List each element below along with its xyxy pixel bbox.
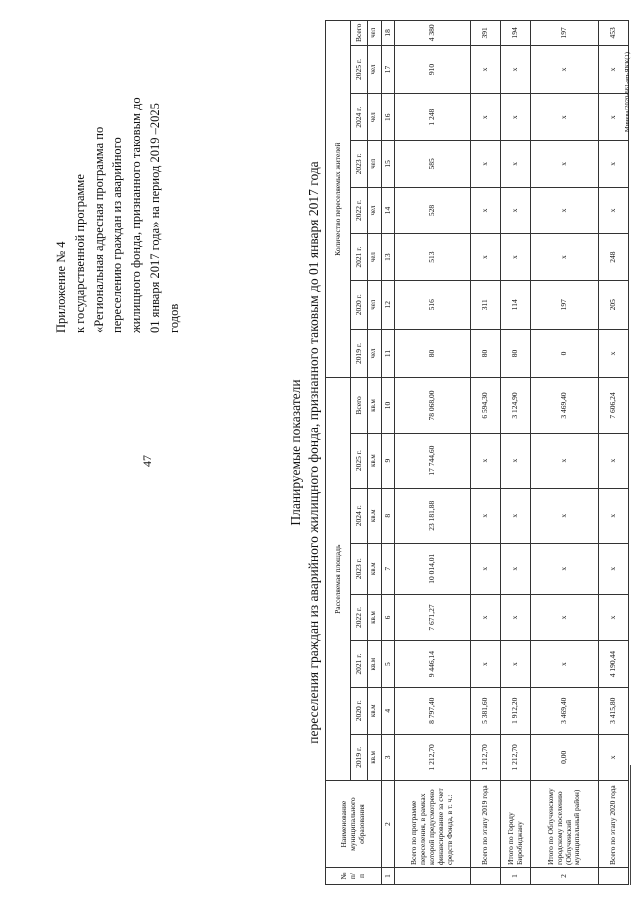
area-unit: кв.м <box>368 433 382 488</box>
table-row <box>501 21 531 885</box>
area-value: x <box>531 594 599 641</box>
res-total: 391 <box>471 21 501 46</box>
header-res-year: 2021 г. <box>351 234 368 281</box>
res-value: x <box>599 45 629 94</box>
area-value: x <box>471 433 501 488</box>
res-value: x <box>501 45 531 94</box>
area-total: 3 469,40 <box>531 378 599 433</box>
res-value: x <box>501 141 531 188</box>
header-number: № п/ п <box>326 868 382 885</box>
area-value: 1 212,70 <box>501 734 531 781</box>
res-value: x <box>471 94 501 141</box>
appendix-line: годов <box>166 303 181 333</box>
row-number: 1 <box>501 868 531 885</box>
res-value: 513 <box>395 234 471 281</box>
res-value: 80 <box>501 329 531 378</box>
column-number: 7 <box>382 543 395 594</box>
column-number: 16 <box>382 94 395 141</box>
area-value: x <box>531 433 599 488</box>
area-value: x <box>471 594 501 641</box>
column-number: 13 <box>382 234 395 281</box>
column-number: 15 <box>382 141 395 188</box>
res-value: 585 <box>395 141 471 188</box>
row-name: Итого по Облученскому городскому поселению (Облученский муниципальный район) <box>531 781 599 868</box>
header-units-row <box>368 21 382 885</box>
row-name: Итого по Городу Биробиджану <box>501 781 531 868</box>
column-number: 1 <box>382 868 395 885</box>
res-unit: чел <box>368 329 382 378</box>
res-value: x <box>471 141 501 188</box>
area-value: 17 744,60 <box>395 433 471 488</box>
area-value: x <box>501 543 531 594</box>
header-res-year: 2025 г. <box>351 45 368 94</box>
rotated-page <box>20 20 631 885</box>
area-value: 0,00 <box>531 734 599 781</box>
res-value: x <box>599 187 629 234</box>
column-number: 9 <box>382 433 395 488</box>
res-total: 453 <box>599 21 629 46</box>
header-area-year: 2020 г. <box>351 687 368 734</box>
row-number <box>599 868 629 885</box>
res-value: x <box>599 141 629 188</box>
header-res-year: 2020 г. <box>351 280 368 329</box>
res-value: x <box>531 141 599 188</box>
footnote-divider <box>630 765 631 885</box>
res-value: 80 <box>471 329 501 378</box>
res-value: x <box>501 187 531 234</box>
column-number: 5 <box>382 641 395 688</box>
area-unit: кв.м <box>368 734 382 781</box>
area-unit: кв.м <box>368 543 382 594</box>
appendix-line: 01 января 2017 года» на период 2019 –2025 <box>147 103 162 333</box>
res-total: 197 <box>531 21 599 46</box>
res-value: x <box>599 329 629 378</box>
appendix-block <box>52 33 183 333</box>
header-area-group: Расселяемая площадь <box>326 378 351 781</box>
area-unit: кв.м <box>368 594 382 641</box>
area-unit: кв.м <box>368 378 382 433</box>
area-value: 7 671,27 <box>395 594 471 641</box>
area-value: x <box>501 594 531 641</box>
header-area-year: 2023 г. <box>351 543 368 594</box>
area-unit: кв.м <box>368 488 382 543</box>
area-value: 1 212,70 <box>395 734 471 781</box>
area-total: 78 068,00 <box>395 378 471 433</box>
area-value: x <box>599 734 629 781</box>
area-total: 6 594,30 <box>471 378 501 433</box>
area-value: 8 797,40 <box>395 687 471 734</box>
res-total: 194 <box>501 21 531 46</box>
res-value: 910 <box>395 45 471 94</box>
row-name: Всего по этапу 2019 года <box>471 781 501 868</box>
header-area-year: 2019 г. <box>351 734 368 781</box>
column-number: 18 <box>382 21 395 46</box>
row-name: Всего по программе переселения, в рамках которой предусмотрено финансирование за счет средств Фонда, в т. ч.: <box>395 781 471 868</box>
area-value: x <box>531 641 599 688</box>
res-value: 114 <box>501 280 531 329</box>
area-value: x <box>531 488 599 543</box>
res-value: 248 <box>599 234 629 281</box>
area-value: x <box>501 488 531 543</box>
appendix-line: к государственной программе <box>72 174 87 333</box>
header-row <box>326 21 351 885</box>
column-number: 2 <box>382 781 395 868</box>
res-value: x <box>531 94 599 141</box>
area-value: x <box>531 543 599 594</box>
header-area-year: 2021 г. <box>351 641 368 688</box>
res-value: 197 <box>531 280 599 329</box>
area-unit: кв.м <box>368 641 382 688</box>
column-number-row <box>382 21 395 885</box>
column-number: 10 <box>382 378 395 433</box>
res-value: 1 248 <box>395 94 471 141</box>
header-area-year: 2022 г. <box>351 594 368 641</box>
area-unit: кв.м <box>368 687 382 734</box>
area-value: x <box>471 641 501 688</box>
area-value: x <box>501 641 531 688</box>
column-number: 3 <box>382 734 395 781</box>
area-total: 7 606,24 <box>599 378 629 433</box>
column-number: 14 <box>382 187 395 234</box>
res-value: 205 <box>599 280 629 329</box>
appendix-line: переселению граждан из аварийного <box>110 137 125 333</box>
res-value: 311 <box>471 280 501 329</box>
table-row <box>395 21 471 885</box>
res-unit: чел <box>368 187 382 234</box>
res-value: x <box>501 94 531 141</box>
area-value: x <box>471 488 501 543</box>
area-value: 23 181,88 <box>395 488 471 543</box>
res-value: x <box>471 45 501 94</box>
res-value: x <box>471 187 501 234</box>
area-value: 1 212,70 <box>471 734 501 781</box>
res-value: 528 <box>395 187 471 234</box>
row-number: 2 <box>531 868 599 885</box>
appendix-line: жилищного фонда, признанного таковым до <box>129 97 143 333</box>
area-value: 9 446,14 <box>395 641 471 688</box>
row-number <box>395 868 471 885</box>
header-res-year: 2024 г. <box>351 94 368 141</box>
res-value: x <box>531 187 599 234</box>
indicators-table <box>325 20 629 885</box>
res-value: x <box>599 94 629 141</box>
document-subtitle: переселения граждан из аварийного жилищного фонда, признанного таковым до 01 января 2017 года <box>306 161 321 744</box>
header-res-year: 2022 г. <box>351 187 368 234</box>
res-unit: чел <box>368 280 382 329</box>
res-unit: чел <box>368 141 382 188</box>
header-years-row <box>351 21 368 885</box>
res-value: 516 <box>395 280 471 329</box>
area-value: x <box>599 488 629 543</box>
header-res-year: 2019 г. <box>351 329 368 378</box>
res-unit: чел <box>368 94 382 141</box>
header-area-year: 2024 г. <box>351 488 368 543</box>
area-value: 1 912,20 <box>501 687 531 734</box>
res-total: 4 380 <box>395 21 471 46</box>
area-value: 10 014,01 <box>395 543 471 594</box>
res-value: x <box>531 45 599 94</box>
area-value: 3 415,80 <box>599 687 629 734</box>
area-value: x <box>501 433 531 488</box>
column-number: 6 <box>382 594 395 641</box>
area-total: 3 124,90 <box>501 378 531 433</box>
column-number: 17 <box>382 45 395 94</box>
table-row <box>531 21 599 885</box>
area-value: 5 381,60 <box>471 687 501 734</box>
area-value: x <box>471 543 501 594</box>
res-value: 0 <box>531 329 599 378</box>
header-area-total: Всего <box>351 378 368 433</box>
table-row <box>471 21 501 885</box>
column-number: 4 <box>382 687 395 734</box>
res-unit: чел <box>368 45 382 94</box>
area-value: x <box>599 594 629 641</box>
appendix-line: «Региональная адресная программа по <box>91 126 106 333</box>
column-number: 12 <box>382 280 395 329</box>
document-code: Минева/2020-661-нп-ЯКК(1) <box>624 52 631 133</box>
res-unit: чел <box>368 21 382 46</box>
table-row <box>599 21 629 885</box>
res-value: x <box>501 234 531 281</box>
header-res-total: Всего <box>351 21 368 46</box>
header-area-year: 2025 г. <box>351 433 368 488</box>
column-number: 8 <box>382 488 395 543</box>
area-value: 3 469,40 <box>531 687 599 734</box>
area-value: 4 190,44 <box>599 641 629 688</box>
header-res-year: 2023 г. <box>351 141 368 188</box>
res-value: 80 <box>395 329 471 378</box>
res-value: x <box>531 234 599 281</box>
res-value: x <box>471 234 501 281</box>
header-residents-group: Количество переселяемых жителей <box>326 21 351 378</box>
area-value: x <box>599 543 629 594</box>
area-value: x <box>599 433 629 488</box>
res-unit: чел <box>368 234 382 281</box>
appendix-line: Приложение № 4 <box>54 241 68 333</box>
document-title: Планируемые показатели <box>288 379 303 526</box>
page-number: 47 <box>140 455 154 467</box>
header-municipality: Наименование муниципального образования <box>326 781 382 868</box>
row-name: Всего по этапу 2020 года <box>599 781 629 868</box>
column-number: 11 <box>382 329 395 378</box>
row-number <box>471 868 501 885</box>
